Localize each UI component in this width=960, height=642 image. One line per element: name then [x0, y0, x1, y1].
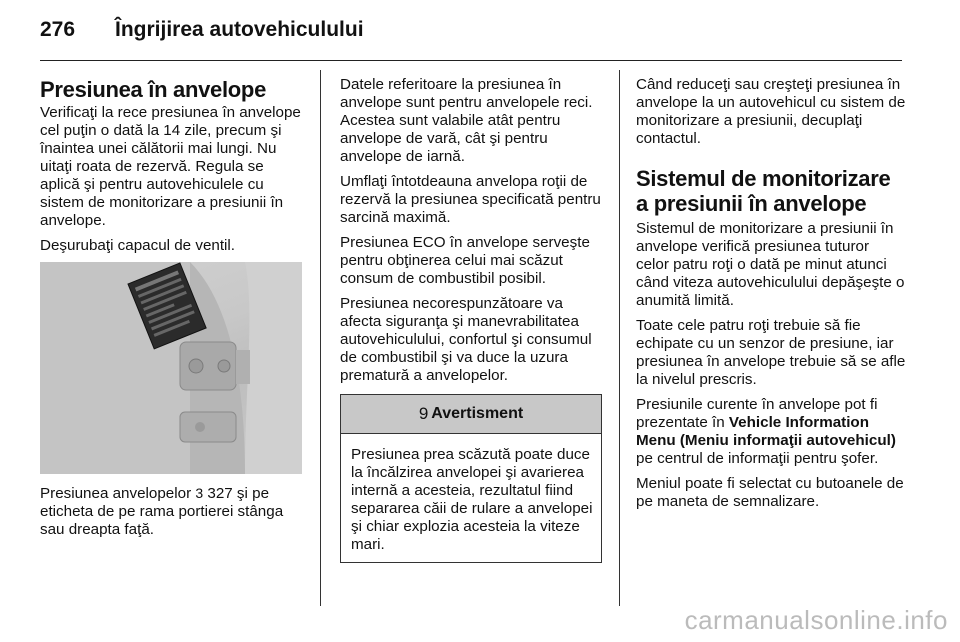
- column-3: [636, 76, 906, 518]
- paragraph: Datele referitoare la presiunea în anvelope sunt pentru anvelopele reci. Acestea sunt valabile atât pentru anvelope de vară, cât şi pentru anvelope de iarnă.: [340, 76, 593, 165]
- page-number: 276: [40, 18, 76, 41]
- paragraph: Umflaţi întotdeauna anvelopa roţii de rezervă la presiunea specificată pentru sarcină maximă.: [340, 173, 601, 226]
- warning-triangle-icon: 9: [418, 404, 429, 423]
- paragraph: Toate cele patru roţi trebuie să fie echipate cu un senzor de presiune, iar presiunea în anvelope trebuie să se afle la nivelul prescris.: [636, 317, 906, 388]
- door-frame-illustration: [40, 262, 302, 474]
- door-frame-label-photo: [40, 262, 302, 474]
- menu-name: Vehicle Information Menu (Meniu informaţii autovehicul): [636, 414, 896, 449]
- paragraph: Deşurubaţi capacul de ventil.: [40, 237, 236, 254]
- page-header: [40, 18, 920, 48]
- text-run: 327 şi pe eticheta de pe rama portierei stânga sau dreapta faţă.: [40, 485, 284, 538]
- paragraph: Sistemul de monitorizare a presiunii în anvelope verifică presiunea tuturor celor patru roţi o dată pe minut atunci când viteza autovehiculului depăşeşte o anumită limită.: [636, 220, 905, 309]
- warning-box: [340, 394, 602, 563]
- warning-text: Presiunea prea scăzută poate duce la încălzirea anvelopei şi avarierea internă a acesteia, rezultatul fiind separarea căii de rulare a anvelopei şi chiar explozia acesteia la viteze mari.: [351, 446, 593, 553]
- warning-title: Avertisment: [431, 405, 524, 422]
- header-rule: [40, 60, 902, 61]
- paragraph: Verificaţi la rece presiunea în anvelope cel puţin o dată la 14 zile, precum şi înaintea unei călătorii mai lungi. Nu uitaţi roata de rezervă. Regula se aplică şi pentru autovehiculele cu sistem de monitorizare a presiunii în anvelope.: [40, 104, 301, 229]
- warning-body: [341, 434, 601, 562]
- watermark: carmanualsonline.info: [684, 605, 948, 635]
- paragraph: Presiunea ECO în anvelope serveşte pentru obţinerea celui mai scăzut consum de combustibil posibil.: [340, 234, 590, 287]
- text-run: pe centrul de informaţii pentru şofer.: [636, 450, 879, 467]
- column-1: [40, 76, 306, 546]
- paragraph: [40, 484, 306, 539]
- section-heading-tpms: Sistemul de monitorizare a presiunii în anvelope: [636, 166, 891, 216]
- paragraph: Când reduceţi sau creşteţi presiunea în anvelope la un autovehicul cu sistem de monitorizare a presiunii, decuplaţi contactul.: [636, 76, 906, 147]
- column-divider-1: [320, 70, 321, 606]
- column-divider-2: [619, 70, 620, 606]
- section-heading-tyre-pressure: Presiunea în anvelope: [40, 77, 267, 102]
- paragraph: Presiunea necorespunzătoare va afecta siguranţa şi manevrabilitatea autovehiculului, confortul şi consumul de combustibil şi va duce la uzura prematură a anvelopelor.: [340, 295, 592, 384]
- column-2: [340, 76, 606, 563]
- page-reference-icon: 3: [195, 485, 204, 501]
- paragraph: [636, 396, 906, 468]
- paragraph: Meniul poate fi selectat cu butoanele de pe maneta de semnalizare.: [636, 475, 904, 510]
- warning-header: [341, 395, 601, 434]
- running-title: Îngrijirea autovehiculului: [115, 18, 364, 41]
- text-run: Presiunile curente în anvelope pot fi prezentate în: [636, 396, 878, 431]
- text-run: Presiunea anvelopelor: [40, 485, 196, 502]
